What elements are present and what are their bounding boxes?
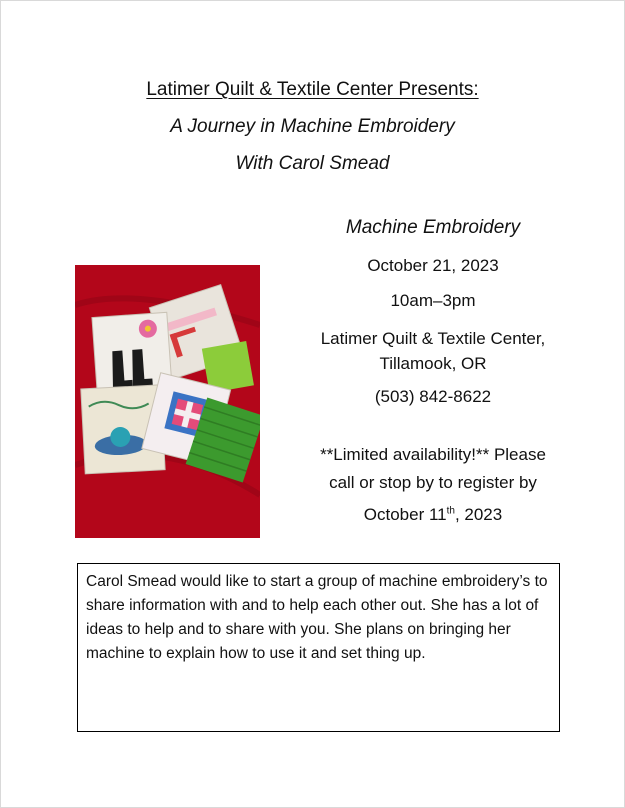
registration-deadline <box>298 505 568 525</box>
venue-line-2: Tillamook, OR <box>379 354 487 373</box>
venue-line-1: Latimer Quilt & Textile Center, <box>320 329 546 348</box>
note-line-1: **Limited availability!** Please <box>320 445 546 464</box>
availability-note <box>298 441 568 497</box>
deadline-year: , 2023 <box>454 505 503 524</box>
event-name: Machine Embroidery <box>345 217 521 238</box>
embroidery-photo <box>75 265 260 538</box>
description-box <box>77 563 560 732</box>
deadline-ordinal: th <box>446 505 455 517</box>
instructor-line: With Carol Smead <box>235 153 390 174</box>
event-time: 10am–3pm <box>390 291 476 310</box>
phone-number: (503) 842-8622 <box>374 387 492 406</box>
embroidered-coasters-illustration <box>75 265 260 538</box>
deadline-month-day: October 11 <box>363 505 447 524</box>
page-title: Latimer Quilt & Textile Center Presents: <box>146 79 479 100</box>
note-line-2: call or stop by to register by <box>329 473 537 492</box>
event-subtitle: A Journey in Machine Embroidery <box>170 116 455 137</box>
event-date: October 21, 2023 <box>367 256 499 275</box>
description-text: Carol Smead would like to start a group of machine embroidery’s to share information with and to help each other out. She has a lot of ideas to help and to share with you. She plans on bringing her machine to explain how to use it and set thing up. <box>86 573 548 662</box>
event-venue <box>298 326 568 376</box>
